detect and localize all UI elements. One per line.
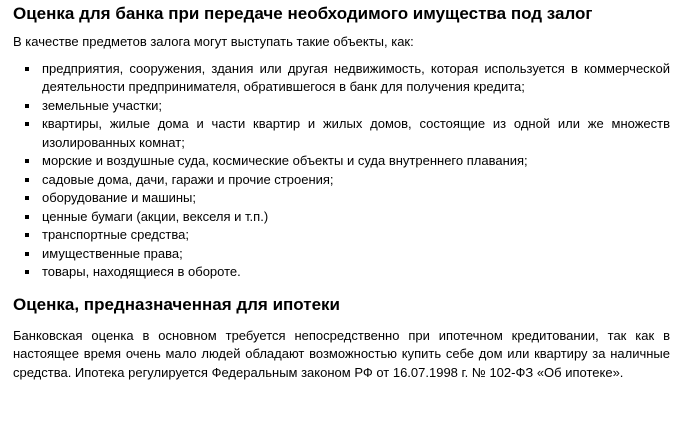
- list-item: ▪ товары, находящиеся в обороте.: [40, 263, 670, 282]
- list-item: ▪ морские и воздушные суда, космические объекты и суда внутреннего плавания;: [40, 152, 670, 171]
- list-item: ▪ предприятия, сооружения, здания или другая недвижимость, которая используется в коммерческой деятельности предпринимателя, обратившегося в банк для получения кредита;: [40, 60, 670, 97]
- list-item: ▪ квартиры, жилые дома и части квартир и жилых домов, состоящие из одной или же множеств изолированных комнат;: [40, 115, 670, 152]
- article-heading-collateral: Оценка для банка при передаче необходимого имущества под залог: [13, 4, 593, 23]
- list-item: ▪ имущественные права;: [40, 245, 670, 264]
- collateral-objects-list: [13, 60, 670, 282]
- list-item: ▪ садовые дома, дачи, гаражи и прочие строения;: [40, 171, 670, 190]
- list-item: ▪ ценные бумаги (акции, векселя и т.п.): [40, 208, 670, 227]
- list-item: ▪ земельные участки;: [40, 97, 670, 116]
- mortgage-paragraph: Банковская оценка в основном требуется непосредственно при ипотечном кредитовании, так как в настоящее время очень мало людей обладают возможностью купить себе дом или квартиру за наличные средства. Ипотека регулируется Федеральным законом РФ от 16.07.1998 г. № 102-ФЗ «Об ипотеке».: [13, 327, 670, 380]
- article-heading-mortgage: Оценка, предназначенная для ипотеки: [13, 294, 340, 314]
- intro-paragraph: В качестве предметов залога могут выступать такие объекты, как:: [13, 34, 414, 49]
- list-item: ▪ оборудование и машины;: [40, 189, 670, 208]
- list-item: ▪ транспортные средства;: [40, 226, 670, 245]
